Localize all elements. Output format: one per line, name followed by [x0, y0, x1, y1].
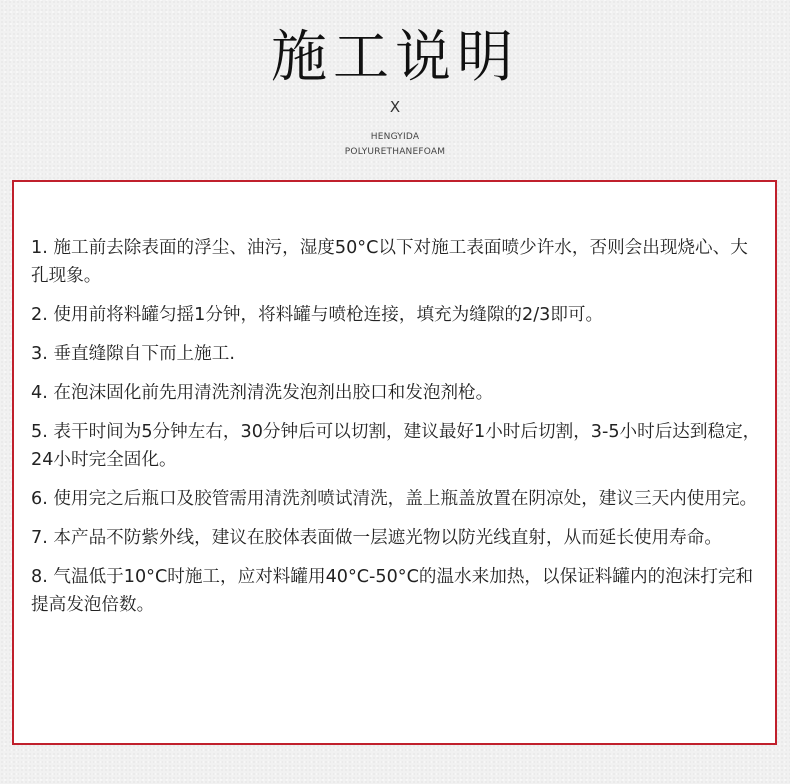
instruction-step-2: 2. 使用前将料罐匀摇1分钟，将料罐与喷枪连接，填充为缝隙的2/3即可。: [31, 305, 604, 325]
instructions-panel: [12, 180, 777, 745]
instruction-step-3: 3. 垂直缝隙自下而上施工.: [31, 344, 235, 364]
instruction-step-4: 4. 在泡沫固化前先用清洗剂清洗发泡剂出胶口和发泡剂枪。: [31, 383, 494, 403]
brand-subtitle: POLYURETHANEFOAM: [344, 147, 446, 157]
page-title: 施工说明: [271, 25, 519, 90]
instruction-step-7: 7. 本产品不防紫外线，建议在胶体表面做一层遮光物以防光线直射，从而延长使用寿命。: [31, 528, 722, 548]
instruction-step-5: 5. 表干时间为5分钟左右，30分钟后可以切割，建议最好1小时后切割，3-5小时后达到稳定，24小时完全固化。: [31, 422, 761, 470]
instructions-list: [31, 234, 763, 630]
instruction-step-6: 6. 使用完之后瓶口及胶管需用清洗剂喷试清洗，盖上瓶盖放置在阴凉处，建议三天内使用完。: [31, 489, 758, 509]
instruction-step-8: 8. 气温低于10°C时施工，应对料罐用40°C-50°C的温水来加热，以保证料罐内的泡沫打完和提高发泡倍数。: [31, 567, 754, 615]
title-separator: X: [389, 98, 401, 116]
instruction-step-1: 1. 施工前去除表面的浮尘、油污，湿度50°C以下对施工表面喷少许水，否则会出现烧心、大孔现象。: [31, 238, 748, 286]
brand-name: HENGYIDA: [370, 132, 420, 142]
